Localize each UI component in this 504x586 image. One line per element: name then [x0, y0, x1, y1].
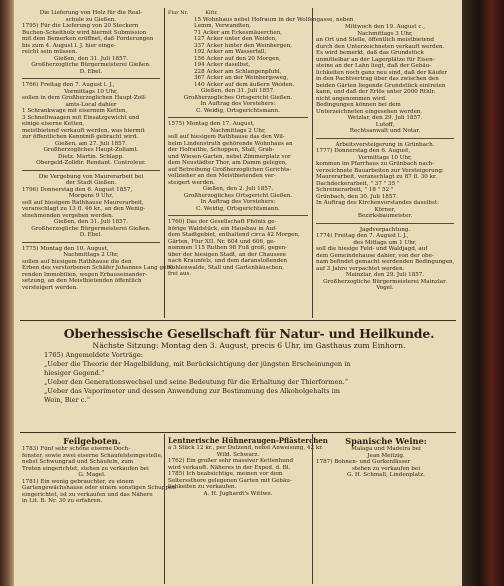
text-line: Gartengewächshause oder einem sonstigen Schuppen [22, 485, 176, 491]
text-line: hiesiger Gegend.“ [44, 369, 105, 377]
text-line: Dachdeckerarbeit, " 37 " 35 " [316, 180, 400, 187]
text-line: soll auf hiesigem Rathhause das den Wil- [168, 134, 285, 140]
text-line: Unterzeichneten eingesehen werden. [316, 108, 423, 115]
text-line: Malaga und Madeira bei [351, 446, 421, 452]
text-line: einige eiserne Ketten, [22, 121, 85, 127]
text-line: nam befindet gemacht werdenden Bedingungen, [316, 259, 455, 265]
text-line: Bezirksbaumeister. [357, 213, 413, 219]
text-line: 71 Acker am Eckesmäuerchen, [194, 29, 283, 36]
text-line: reicht sein müssen. [22, 49, 78, 55]
text-line: setzung, an den Meistbietenden öffentlich [22, 278, 142, 284]
book-spine [0, 0, 14, 586]
notice-divider [22, 78, 160, 79]
pflaster-heading: Lentnerische Hühneraugen-Pflästerchen [168, 436, 328, 445]
text-line: in den Pachtvertrag über das zwischen den [316, 76, 439, 82]
text-line: 337 Acker hinter den Weinbergen, [194, 42, 292, 49]
text-line: steigert werden. [168, 179, 215, 186]
text-line: 1787) Bohnen- und Gurkenfässer [316, 459, 411, 465]
wine-heading: Spanische Weine: [345, 436, 427, 446]
text-line: Buchen-Scheitholz wird hiermit Submission [22, 29, 147, 36]
bottom-column-2-text [168, 445, 324, 497]
text-line: stehen zu verkaufen bei [352, 465, 420, 472]
text-line: 3 Schnellwaagen mit Einsatzgewicht und [22, 114, 140, 121]
text-line: nicht angenommen wird. [316, 95, 387, 102]
text-line: Vormittags 10 Uhr, [64, 88, 118, 95]
column-divider [164, 8, 165, 318]
text-line: Nachmittags 3 Uhr, [357, 30, 413, 37]
text-line: D. Ebel. [79, 68, 103, 75]
text-line: Morgens 9 Uhr, [68, 193, 114, 199]
text-line: Lemm, Verwandten, [194, 23, 251, 29]
text-line: à 3 Stück 12 kr., per Dutzend, nebst Anweisung, 42 kr. [168, 445, 324, 451]
column-divider [312, 434, 313, 584]
notice-divider [168, 215, 308, 216]
text-line: „Ueber das Vaporimeter und dessen Anwendung zur Bestimmung des Alkoholgehalts im [44, 387, 340, 395]
text-line: Gießen, den 31. Juli 1857. [201, 88, 275, 94]
text-line: 1766) Freitag den 7. August l. J., [22, 82, 115, 88]
text-line: Großherzogliche Bürgermeisterei Gießen. [31, 225, 151, 232]
text-line: Kohlenwalde, Stall und Gartenhäuschen, [168, 264, 284, 271]
meeting-subtitle: Nächste Sitzung: Montag den 3. August, precis 6 Uhr, im Gasthaus zum Einhorn. [92, 341, 406, 350]
text-line: 1796) Donnerstag den 6. August 1857, [22, 186, 133, 193]
text-line: bis zum 4. August l. J. hier einge- [22, 42, 116, 49]
bottom-column-1 [22, 436, 176, 584]
text-line: nach Kraunfels, und dem daranstoßenden [168, 258, 288, 264]
text-line: 127 Acker unter den Weiden, [194, 36, 277, 42]
column-right [316, 24, 454, 316]
notice-divider [22, 170, 160, 171]
text-line: renden Immobilien, wegen Erbauseinander- [22, 271, 148, 278]
bottom-column-2 [168, 436, 328, 584]
text-line: mit dem Bemerken eröffnet, daß Forderungen [22, 36, 154, 42]
text-line: nommen 115 Ruthen 98 Fuß groß, gegen- [168, 245, 288, 251]
text-line: Wild. Schwarz. [216, 451, 260, 458]
notice-divider [316, 138, 454, 139]
society-announcement [44, 326, 454, 405]
text-line: der Hofraithe, Schoppen, Stall, Grab- [168, 147, 275, 153]
lecture-list [44, 351, 454, 405]
text-line: 1760) Das der Gesellschaft Phönix ge- [168, 219, 277, 225]
book-edge [462, 0, 504, 586]
text-line: Mainzlar, den 29. Juli 1857. [345, 272, 425, 278]
text-line: Gießen, am 27. Juli 1857. [54, 140, 128, 147]
lot-table-header-klftr: Klftr. [205, 10, 218, 16]
lot-table [168, 16, 354, 89]
text-line: in Lit. B. Nr. 30 zu erfahren. [22, 498, 103, 504]
text-line: 1575) Montag den 17. August, [168, 121, 255, 127]
text-line: verzeichnete Bauarbeiten zur Versteigerung: [316, 167, 444, 174]
column-divider [164, 434, 165, 584]
text-line: stnehmenden vergeben werden. [22, 212, 114, 219]
text-line: Nachmittags 2 Uhr, [63, 252, 119, 258]
text-line: schule zu Gießen. [65, 16, 117, 23]
text-line: auf 3 Jahre verpachtet werden. [316, 265, 405, 272]
text-line: kann, und daß der Erlös unter 2000 Rthlr. [316, 89, 436, 95]
text-line: veranschlagt zu 13 fl. 46 kr., an den Wenig- [22, 206, 146, 212]
text-line: Gärten, Flur XII. Nr. 604 und 606, ge- [168, 238, 276, 245]
text-line: C. Weidig, Ortsgerichtsmann. [196, 205, 280, 212]
text-line: 15 Wohnhaus nebst Hofraum in der Wolfengasse, neben [194, 16, 354, 23]
text-line: Nachmittags 2 Uhr, [210, 127, 266, 134]
text-line: G. H. Schmall, Lindenplatz. [347, 472, 425, 478]
text-line: der Stadt Gießen. [65, 180, 117, 186]
text-line: an Ort und Stelle, öffentlich meistbietend [316, 37, 434, 43]
text-line: sollen in dem Großherzoglichen Haupt-Zoll- [22, 95, 147, 101]
column-left [22, 10, 176, 316]
text-line: lichkeiten zu verkaufen. [168, 484, 237, 490]
column-divider [312, 8, 313, 318]
text-line: 1781) Ein wenig gebrauchter, zu einem [22, 478, 134, 485]
text-line: Vormittags 10 Uhr, [358, 154, 412, 161]
text-line: Großherzogliches Ortsgericht Gießen. [183, 192, 293, 199]
text-line: D. Ebel. [79, 232, 103, 238]
text-line: 156 Acker auf den 20 Morgen, [194, 55, 281, 62]
text-line: 194 Acker daselbst, [194, 62, 251, 68]
text-line: Jean Meitzig. [367, 452, 405, 459]
text-line: 1774) Freitag den 7. August l. J., [316, 233, 409, 239]
text-line: meistbietend verkauft werden, was hiermit [22, 127, 145, 134]
text-line: über der hiesigen Stadt, an der Chaussee [168, 251, 286, 258]
text-line: Großherzogliches Haupt-Zollamt. [43, 147, 139, 153]
text-line: 367 Acker an der Weinbergsweg, [194, 75, 289, 81]
text-line: durch den Unterzeichneten verkauft werden. [316, 43, 445, 50]
text-line: Schreinerarbeit, " 18 " 52 " [316, 187, 394, 193]
text-line: Mittwoch den 19. August c., [344, 24, 426, 30]
text-line: unmittelbar an der Lagerplätze für Eisen- [316, 56, 435, 63]
text-line: des Mittags um 1 Uhr, [353, 239, 417, 246]
lot-table-header-flur: Flur Nr. [168, 10, 189, 16]
text-line: frei aus. [168, 271, 192, 277]
text-line: G. Magel. [78, 472, 106, 478]
text-line: sollen auf hiesigem Rathhause die den [22, 258, 132, 265]
text-line: Die Lieferung von Holz für die Real- [39, 10, 143, 16]
text-line: wird verkauft. Näheres in der Exped. d. Bl. [168, 464, 291, 471]
text-line: dem Neustädter Thor, am Damm gelegen, [168, 160, 288, 166]
text-line: Erben des verstorbenen Schäfer Johannes Lang gehö- [22, 265, 176, 271]
text-line: 1783) Fünf sehr schöne eiserne Doch- [22, 446, 131, 452]
bottom-column-3 [316, 436, 456, 584]
section-rule [20, 432, 456, 433]
text-line: 1795) Für die Lieferung von 20 Steckern [22, 23, 139, 29]
text-line: beiden Gärten liegende Grundstück eintreten [316, 82, 446, 89]
text-line: 1765) Angemeldete Vorträge: [44, 351, 143, 359]
text-line: auf Betreibung Großherzoglichen Gerichts- [168, 166, 292, 173]
bottom-column-1-text [22, 446, 176, 505]
text-line: soll die hiesige Feld- und Waldjagd, auf [316, 246, 428, 252]
text-line: Maurerarbeit, veranschlagt zu 87 fl. 30 kr. [316, 174, 437, 180]
column-left-text [22, 10, 176, 291]
text-line: In Auftrag des Vorstehers: [200, 199, 276, 205]
text-line: dem Stadtgebiet, enthaltend circa 42 Morgen, [168, 232, 300, 238]
text-line: Körner, [374, 206, 396, 213]
text-line: Bedingungen können bei dem [316, 102, 401, 108]
feilgeboten-heading: Feilgeboten. [63, 436, 121, 446]
text-line: Gießen, den 31. Juli 1857. [54, 219, 128, 225]
text-line: dem Gemeindehause dahier, von der obe- [316, 252, 434, 259]
text-line: 228 Acker am Schlangenpfuhl, [194, 68, 282, 75]
text-line: Es wird bemerkt, daß das Grundstück [316, 50, 424, 56]
text-line: kommen im Pfarrhaus zu Grünbach nach- [316, 161, 435, 167]
newspaper-page [14, 0, 462, 586]
text-line: hörige Waldstück, ein Hausbau in Auf- [168, 225, 277, 232]
text-line: Treten eingerichtet, stehen zu verkaufen bei [22, 465, 149, 472]
text-line: Grünbach, den 30. Juli 1857. [316, 193, 398, 200]
text-line: „Ueber die Theorie der Hagelbildung, mit Berücksichtigung der jüngsten Erscheinungen in [44, 360, 351, 368]
text-line: In Auftrag des Kirchenvorstandes daselbst: [316, 200, 440, 206]
society-title: Oberhessische Gesellschaft für Natur- und Heilkunde. [63, 326, 435, 341]
text-line: 1 Schrankwage mit eisernem Ketten, [22, 108, 128, 114]
notice-divider [316, 223, 454, 224]
section-rule [20, 320, 456, 321]
text-line: lichkeiten noch ganz neu sind, daß der Käufer [316, 69, 448, 76]
text-line: 1785) Ich beabsichtige, meinen vor dem [168, 471, 283, 477]
text-line: Lutoff, [375, 121, 395, 128]
text-line: Selterssthore gelegenen Garten mit Gebäu- [168, 477, 292, 484]
text-line: 1775) Montag den 10. August, [22, 245, 109, 252]
text-line: eingerichtet, ist zu verkaufen und das Nähere [22, 491, 153, 498]
column-middle-text [168, 88, 308, 278]
text-line: zur öffentlichen Kenntniß gebracht wird. [22, 134, 139, 140]
text-line: 192 Acker am Wasserfall, [194, 49, 267, 55]
text-line: soll auf hiesigem Rathhause Maurerarbeit, [22, 199, 144, 206]
text-line: Rechtsanwalt und Notar. [349, 128, 421, 134]
text-line: amts-Local dahier [65, 101, 117, 108]
text-line: nebst Schwungrad und Schäufeln, zum [22, 459, 134, 465]
text-line: 140 Acker auf dem äußern Weiden. [194, 81, 295, 88]
text-line: Großherzogliche Bürgermeisterei Mainzlar. [323, 278, 447, 285]
column-right-text [316, 24, 454, 292]
notice-divider [22, 242, 160, 243]
text-line: und Wiesen-Garten, nebst Zimmerplatz vor [168, 153, 291, 160]
text-line: 1762) Ein großer sehr massiver Kettenhund [168, 458, 294, 464]
text-line: Arbeitsversteigerung in Grünbach. [335, 141, 435, 148]
text-line: A. H. Jughardt's Wittwe. [203, 490, 273, 497]
text-line: In Auftrag des Vorstehers: [200, 101, 276, 107]
text-line: 1777) Donnerstag den 6. August, [316, 148, 411, 154]
text-line: Obergeld-Zolldir. Rendant. Controleur. [36, 160, 146, 166]
text-line: helm Lindenstruth gehörende Wohnhaus an [168, 140, 293, 147]
notice-divider [168, 117, 308, 118]
text-line: Die Vergebung von Maurerarbeit bei [38, 173, 144, 180]
text-line: Wein, Bier c.“ [44, 396, 90, 404]
bottom-column-3-text [316, 446, 456, 479]
text-line: Gießen, den 2. Juli 1857. [202, 186, 274, 192]
text-line: C. Weidig, Ortsgerichtsmann. [196, 107, 280, 114]
text-line: Wetzlar, den 29. Juli 1857. [347, 115, 423, 121]
text-line: fenster, sowie zwei eiserne Schaufelsteingestelle, [22, 452, 163, 459]
text-line: vollzieher an den Meistbietenden ver- [168, 173, 276, 179]
text-line: versteigert werden. [22, 284, 78, 291]
text-line: steine an der Lahn liegt, daß der Gebäu- [316, 63, 432, 69]
text-line: Vogel. [376, 285, 394, 291]
text-line: Dietz. Martin. Schlapp. [58, 153, 124, 160]
text-line: Gießen, den 31. Juli 1857. [54, 55, 128, 62]
text-line: Jagdverpachtung. [359, 226, 411, 233]
text-line: „Ueber den Generationswechsel und seine Bedeutung für die Erhaltung der Thierformen.“ [44, 378, 349, 386]
text-line: Großherzogliches Ortsgericht Gießen. [183, 94, 293, 101]
text-line: Großherzogliche Bürgermeisterei Gießen. [31, 62, 151, 68]
